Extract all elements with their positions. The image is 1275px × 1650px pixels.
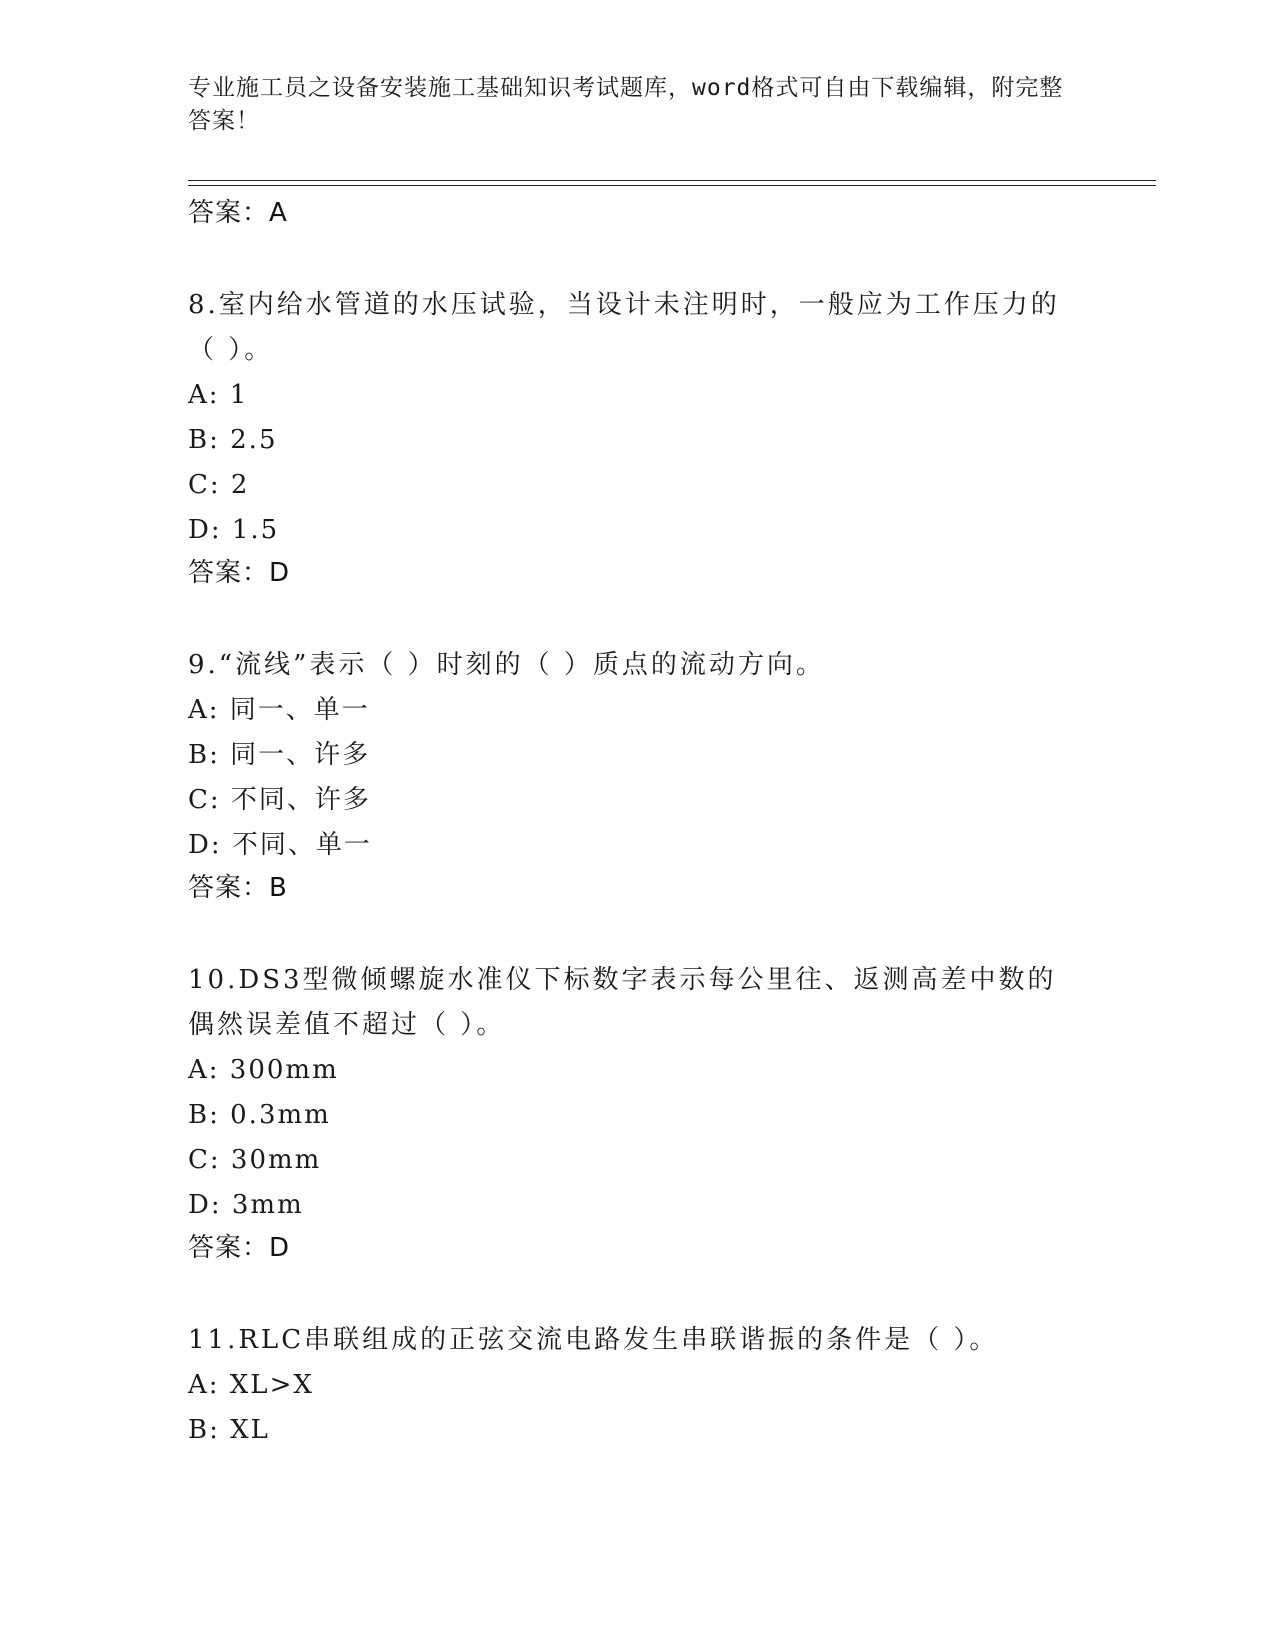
option-a: A: 300mm [188,1055,339,1085]
document-body [188,193,1088,1453]
question-11 [188,1318,1088,1453]
question-text: 10.DS3型微倾螺旋水准仪下标数字表示每公里往、返测高差中数的偶然误差值不超过（ ）。 [188,965,1057,1040]
option-c: C: 不同、许多 [188,785,371,815]
question-9 [188,643,1088,908]
question-8 [188,283,1088,593]
option-a: A: 1 [188,380,249,410]
question-text: 11.RLC串联组成的正弦交流电路发生串联谐振的条件是（ ）。 [188,1325,999,1355]
option-c: C: 2 [188,470,250,500]
option-b: B: 2.5 [188,425,278,455]
option-d: D: 不同、单一 [188,830,372,860]
option-d: D: 3mm [188,1190,304,1220]
option-b: B: XL [188,1415,270,1445]
option-a: A: XL>X [188,1370,314,1400]
question-10 [188,958,1088,1268]
option-b: B: 同一、许多 [188,740,371,770]
answer: 答案：D [188,1233,291,1263]
answer: 答案：B [188,873,288,903]
option-c: C: 30mm [188,1145,322,1175]
answer: 答案：D [188,558,291,588]
question-text: 8.室内给水管道的水压试验，当设计未注明时，一般应为工作压力的（ ）。 [188,290,1060,365]
option-a: A: 同一、单一 [188,695,370,725]
question-text: 9.“流线”表示（ ）时刻的（ ）质点的流动方向。 [188,650,825,680]
document-header: 专业施工员之设备安装施工基础知识考试题库，word格式可自由下载编辑，附完整答案！ [188,75,1064,134]
option-b: B: 0.3mm [188,1100,331,1130]
header-divider-top [188,180,1156,181]
header-divider-bottom [188,185,1156,186]
option-d: D: 1.5 [188,515,280,545]
previous-answer: 答案：A [188,198,288,228]
